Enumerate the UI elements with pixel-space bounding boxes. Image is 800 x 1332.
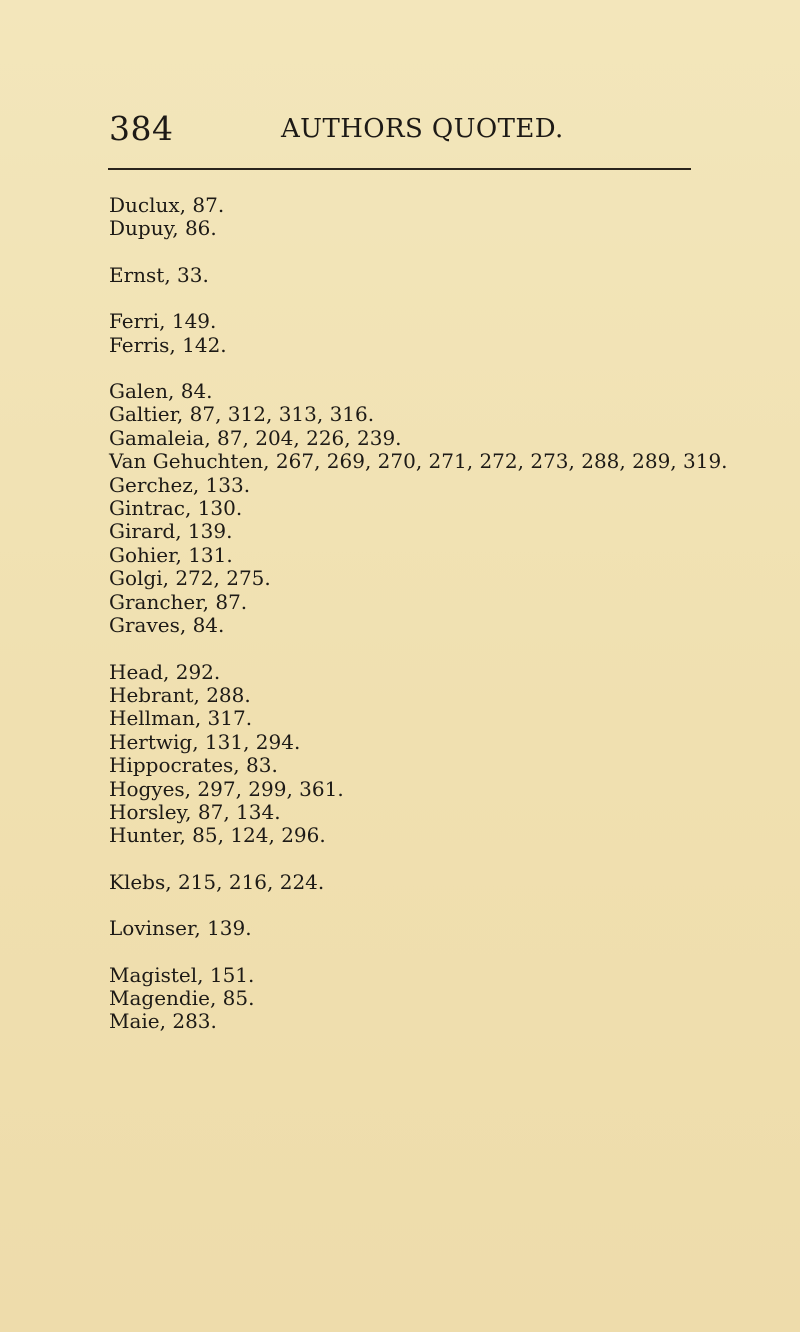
index-entry: Galtier, 87, 312, 313, 316. xyxy=(109,402,375,427)
index-entry: Head, 292. xyxy=(109,659,221,684)
index-entry: Klebs, 215, 216, 224. xyxy=(109,869,325,894)
index-group-k xyxy=(109,871,779,894)
index-group-g xyxy=(109,380,779,637)
index-group-f xyxy=(109,310,779,357)
index-entry: Hippocrates, 83. xyxy=(109,753,278,778)
index-entry: Magistel, 151. xyxy=(109,962,255,987)
index-entry: Hunter, 85, 124, 296. xyxy=(109,823,326,848)
index-entry: Hellman, 317. xyxy=(109,706,253,731)
index-entry: Ferri, 149. xyxy=(109,309,217,334)
index-entry: Golgi, 272, 275. xyxy=(109,566,271,591)
index-entry: Lovinser, 139. xyxy=(109,916,252,941)
index-group-m xyxy=(109,964,779,1034)
index-entry: Duclux, 87. xyxy=(109,193,225,217)
index-entry: Horsley, 87, 134. xyxy=(109,799,281,824)
author-index xyxy=(109,194,779,1057)
index-entry: Hebrant, 288. xyxy=(109,682,251,707)
page-number: 384 xyxy=(109,109,174,148)
index-entry: Gamaleia, 87, 204, 226, 239. xyxy=(109,425,402,450)
index-entry: Gintrac, 130. xyxy=(109,496,243,521)
index-group-h xyxy=(109,661,779,848)
index-entry: Ernst, 33. xyxy=(109,262,209,287)
index-group-e xyxy=(109,264,779,287)
index-entry: Gerchez, 133. xyxy=(109,472,251,497)
index-entry: Girard, 139. xyxy=(109,519,233,544)
index-entry: Dupuy, 86. xyxy=(109,216,217,241)
index-entry: Van Gehuchten, 267, 269, 270, 271, 272, 273, 288, 289, 319. xyxy=(109,449,728,474)
index-entry: Hertwig, 131, 294. xyxy=(109,729,301,754)
index-entry: Gohier, 131. xyxy=(109,542,233,567)
index-entry: Hogyes, 297, 299, 361. xyxy=(109,776,344,801)
index-entry: Ferris, 142. xyxy=(109,332,227,357)
index-group-d xyxy=(109,194,779,241)
index-entry: Maie, 283. xyxy=(109,1009,217,1034)
index-entry: Graves, 84. xyxy=(109,613,225,638)
page-title: AUTHORS QUOTED. xyxy=(281,114,564,144)
index-entry: Galen, 84. xyxy=(109,379,213,404)
index-group-l xyxy=(109,917,779,940)
index-entry: Magendie, 85. xyxy=(109,985,255,1010)
index-entry: Grancher, 87. xyxy=(109,589,248,614)
header-rule xyxy=(108,168,691,170)
